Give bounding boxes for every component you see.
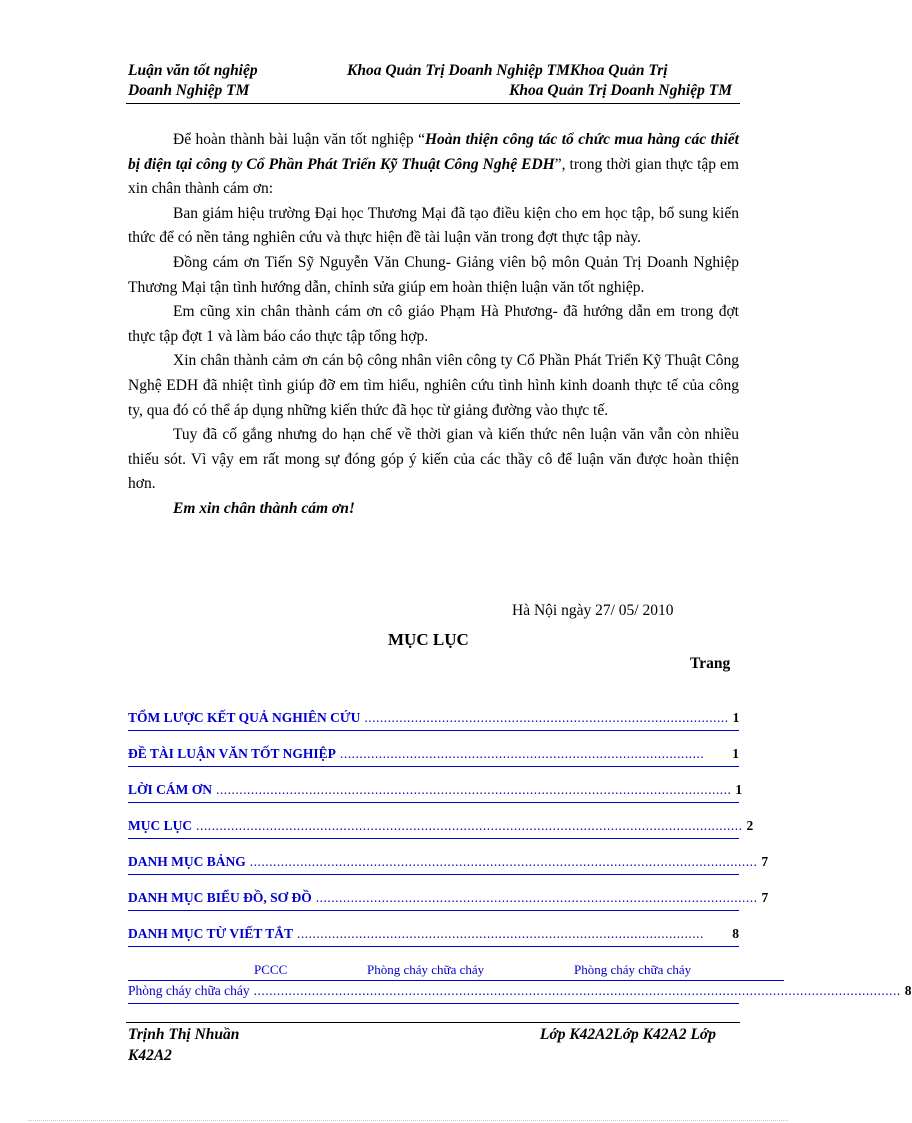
toc-entry-thanks[interactable]: LỜI CÁM ƠN ..................................................................................................................................... 1 [128, 782, 739, 803]
toc-entry-abbreviations[interactable]: DANH MỤC TỪ VIẾT TẮT ......................................................................................................... 8 [128, 926, 739, 947]
thesis-title: Hoàn thiện công tác tổ chức mua hàng các thiết bị điện tại công ty Cổ Phần Phát Triển Kỹ Thuật Công Nghệ EDH [128, 131, 739, 173]
toc-entry-tables[interactable]: DANH MỤC BẢNG ................................................................................................................................... 7 [128, 854, 739, 875]
paragraph-company: Xin chân thành cảm ơn cán bộ công nhân viên công ty Cổ Phần Phát Triển Kỹ Thuật Công Nghệ EDH đã nhiệt tình giúp đỡ em tìm hiểu, nghiên cứu tình hình kinh doanh thực tế của công ty, qua đó có thể áp dụng những kiến thức đã học từ giảng đường vào thực tế. [128, 352, 739, 419]
page-bottom-edge [28, 1120, 788, 1121]
toc-title: MỤC LỤC [388, 630, 469, 649]
header-faculty-right: Khoa Quản Trị Doanh Nghiệp TM [509, 82, 732, 99]
acknowledgement-body [128, 128, 739, 522]
header-faculty-label: Khoa Quản Trị Doanh Nghiệp TMKhoa Quản Trị [347, 62, 668, 79]
header-faculty-cont: Doanh Nghiệp TM [128, 82, 250, 99]
paragraph-university: Ban giám hiệu trường Đại học Thương Mại đã tạo điều kiện cho em học tập, bổ sung kiến thức để có nền tảng nghiên cứu và thực hiện đề tài luận văn trong đợt thực tập này. [128, 204, 739, 247]
toc-page-header: Trang [690, 655, 731, 672]
paragraph-advisor: Đồng cám ơn Tiến Sỹ Nguyễn Văn Chung- Giảng viên bộ môn Quản Trị Doanh Nghiệp Thương Mại tận tình hướng dẫn, chỉnh sửa giúp em hoàn thiện luận văn tốt nghiệp. [128, 253, 739, 296]
footer-class: Lớp K42A2Lớp K42A2 Lớp [539, 1026, 716, 1043]
thanks-line: Em xin chân thành cám ơn! [173, 499, 355, 517]
header-thesis-label: Luận văn tốt nghiệp [128, 62, 258, 79]
paragraph-intro: Để hoàn thành bài luận văn tốt nghiệp “Hoàn thiện công tác tổ chức mua hàng các thiết bị điện tại công ty Cổ Phần Phát Triển Kỹ Thuật Công Nghệ EDH”, trong thời gian thực tập em xin chân thành cám ơn: [128, 131, 739, 198]
date-line: Hà Nội ngày 27/ 05/ 2010 [512, 602, 674, 619]
paragraph-limitations: Tuy đã cố gắng nhưng do hạn chế về thời gian và kiến thức nên luận văn vẫn còn nhiều thiếu sót. Vì vậy em rất mong sự đóng góp ý kiến của các thầy cô để luận văn được hoàn thiện hơn. [128, 426, 739, 493]
toc-entry-charts[interactable]: DANH MỤC BIỂU ĐỒ, SƠ ĐỒ .................................................................................................................. 7 [128, 890, 739, 911]
abbr-pccc: PCCC [254, 962, 288, 977]
toc-entry-fire-safety[interactable]: Phòng cháy chữa cháy ....................................................................................................................................................................... 8 [128, 983, 739, 1004]
paragraph-teacher: Em cũng xin chân thành cám ơn cô giáo Phạm Hà Phương- đã hướng dẫn em trong đợt thực tập đợt 1 và làm báo cáo thực tập tổng hợp. [128, 303, 739, 345]
abbr-meaning-1: Phòng cháy chữa cháy [367, 962, 485, 977]
toc-entry-summary[interactable]: TỔM LƯỢC KẾT QUẢ NGHIÊN CỨU .............................................................................................. 1 [128, 710, 739, 731]
toc-abbreviation-row[interactable] [128, 962, 784, 981]
abbr-meaning-2: Phòng cháy chữa cháy [574, 962, 692, 977]
header-rule [126, 103, 740, 104]
toc-entry-thesis-topic[interactable]: ĐỀ TÀI LUẬN VĂN TỐT NGHIỆP .............................................................................................. 1 [128, 746, 739, 767]
footer-author: Trịnh Thị Nhuần [128, 1026, 240, 1043]
toc-entry-contents[interactable]: MỤC LỤC ............................................................................................................................................. 2 [128, 818, 739, 839]
footer-rule [126, 1022, 740, 1023]
footer-class-cont: K42A2 [128, 1047, 172, 1064]
